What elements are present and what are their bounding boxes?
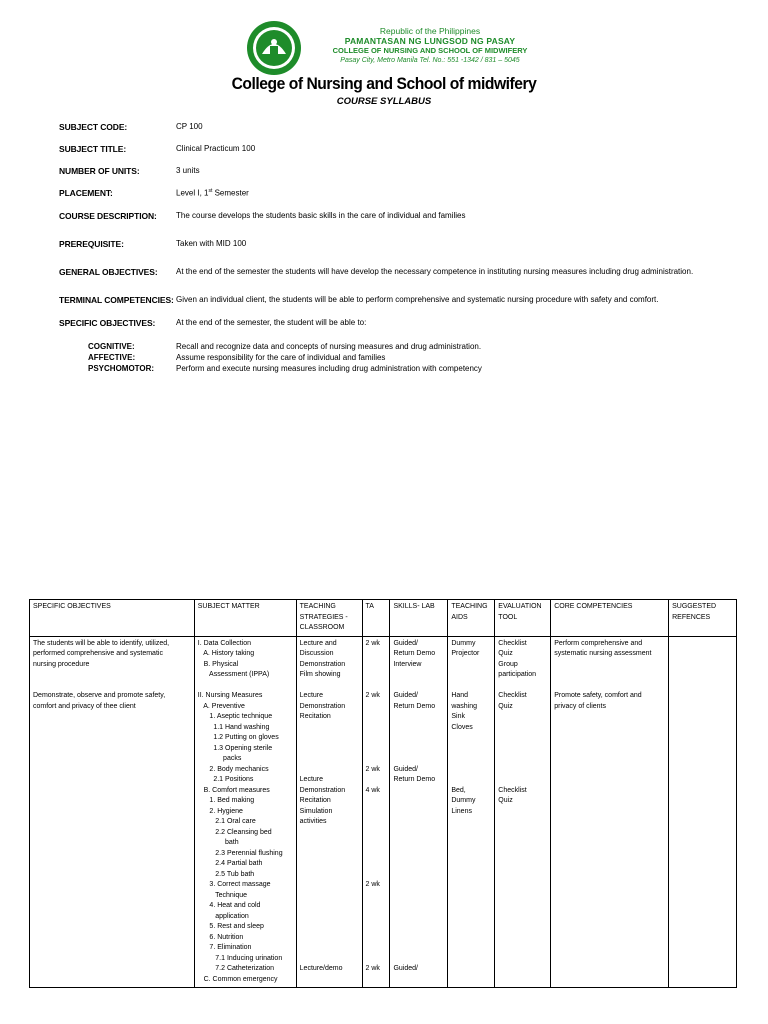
spacer — [33, 681, 191, 692]
spacer — [366, 712, 387, 723]
subject-line: 1.2 Putting on gloves — [197, 734, 279, 741]
spacer — [300, 880, 359, 891]
header-teaching-3: CLASSROOM — [299, 624, 345, 631]
psychomotor-label: PSYCHOMOTOR: — [88, 364, 155, 373]
psychomotor-value: Perform and execute nursing measures including drug administration with competency — [176, 364, 482, 373]
teaching-line: Simulation — [299, 807, 333, 815]
teaching-line: activities — [299, 818, 327, 825]
spacer — [451, 765, 491, 776]
subject-code-row — [59, 122, 203, 132]
spacer — [393, 681, 444, 692]
subject-line: 6. Nutrition — [197, 933, 244, 941]
header-aids-1: TEACHING — [451, 603, 488, 610]
spacer — [393, 807, 444, 818]
evaluation-line: participation — [498, 671, 537, 678]
subject-line: 2. Body mechanics — [197, 765, 269, 773]
aids-line: Projector — [451, 650, 480, 657]
spacer — [393, 943, 444, 954]
teaching-line: Demonstration — [299, 702, 346, 710]
placement-suffix: Semester — [212, 188, 249, 198]
spacer — [393, 891, 444, 902]
teaching-line: Recitation — [299, 713, 331, 720]
spacer — [300, 933, 359, 944]
core-line: systematic nursing assessment — [554, 650, 652, 657]
domain-affective — [88, 352, 482, 363]
ta-line: 2 wk — [365, 639, 380, 647]
domain-psychomotor — [88, 363, 482, 374]
evaluation-line: Quiz — [498, 797, 513, 804]
general-objectives-label: GENERAL OBJECTIVES: — [59, 267, 158, 277]
units-row — [59, 166, 200, 176]
skills-line: Return Demo — [393, 776, 436, 783]
teaching-line: Recitation — [299, 797, 331, 804]
spacer — [393, 901, 444, 912]
subject-line: Technique — [197, 891, 248, 899]
subject-line: 2.1 Oral care — [197, 818, 256, 825]
evaluation-line: Checklist — [498, 639, 527, 647]
header-teaching-2: STRATEGIES - — [299, 613, 348, 621]
subject-line: II. Nursing Measures — [197, 692, 263, 699]
spacer — [366, 838, 387, 849]
teaching-line: Demonstration — [299, 660, 346, 668]
spacer — [366, 859, 387, 870]
university-seal-icon — [246, 20, 302, 76]
subject-line: Assessment (IPPA) — [197, 671, 270, 678]
spacer — [393, 796, 444, 807]
spacer — [451, 754, 491, 765]
prerequisite-row — [59, 239, 246, 249]
objective-line: Demonstrate, observe and promote safety, — [33, 692, 166, 699]
ta-line: 2 wk — [365, 765, 380, 773]
spacer — [366, 733, 387, 744]
spacer — [366, 660, 387, 671]
spacer — [366, 775, 387, 786]
specific-objectives-label: SPECIFIC OBJECTIVES: — [59, 318, 156, 328]
spacer — [498, 712, 547, 723]
subject-line: I. Data Collection — [197, 639, 252, 647]
general-objectives-value: At the end of the semester the students will have develop the necessary competence in instituting nursing measures including drug administration. — [176, 267, 694, 276]
placement-prefix: Level I, 1 — [176, 188, 209, 198]
page-subtitle: COURSE SYLLABUS — [336, 96, 432, 107]
spacer — [393, 859, 444, 870]
terminal-competencies-row — [59, 295, 658, 305]
spacer — [33, 670, 191, 681]
institution-block — [314, 26, 546, 66]
spacer — [366, 754, 387, 765]
table-row — [30, 636, 737, 988]
header-evaluation — [495, 600, 551, 637]
spacer — [300, 723, 359, 734]
subject-line: 2.2 Cleansing bed — [197, 828, 272, 836]
spacer — [366, 901, 387, 912]
spacer — [554, 670, 665, 681]
spacer — [366, 817, 387, 828]
spacer — [393, 817, 444, 828]
letterhead — [240, 20, 540, 78]
header-aids-2: AIDS — [451, 613, 468, 621]
header-teaching-1: TEACHING — [299, 603, 336, 610]
spacer — [366, 922, 387, 933]
spacer — [366, 933, 387, 944]
subject-line: application — [197, 912, 249, 920]
subject-line: 5. Rest and sleep — [197, 923, 264, 930]
spacer — [451, 670, 491, 681]
subject-line: 1.3 Opening sterile — [197, 744, 273, 752]
skills-cell — [390, 636, 448, 988]
spacer — [498, 723, 547, 734]
page-title: College of Nursing and School of midwifery — [231, 74, 537, 93]
subject-line: 2.5 Tub bath — [197, 870, 255, 878]
spacer — [451, 775, 491, 786]
core-line: Promote safety, comfort and — [554, 692, 642, 699]
spacer — [498, 775, 547, 786]
subject-line: 2. Hygiene — [197, 807, 243, 815]
spacer — [300, 754, 359, 765]
prerequisite-label: PREREQUISITE: — [59, 239, 124, 249]
spacer — [300, 901, 359, 912]
spacer — [498, 765, 547, 776]
spacer — [366, 828, 387, 839]
header-references — [669, 600, 737, 637]
skills-line: Guided/ — [393, 692, 418, 699]
teaching-line: Lecture — [299, 692, 324, 699]
spacer — [366, 891, 387, 902]
spacer — [554, 681, 665, 692]
spacer — [451, 733, 491, 744]
syllabus-table — [29, 599, 737, 988]
units-label: NUMBER OF UNITS: — [59, 166, 140, 176]
spacer — [366, 849, 387, 860]
skills-line: Guided/ — [393, 639, 418, 647]
teaching-line: Lecture/demo — [299, 965, 343, 972]
header-eval-1: EVALUATION — [498, 603, 542, 610]
subject-title-value: Clinical Practicum 100 — [176, 144, 256, 153]
header-skills: SKILLS- LAB — [390, 600, 448, 637]
spacer — [366, 954, 387, 965]
spacer — [498, 733, 547, 744]
ta-line: 2 wk — [365, 965, 380, 972]
spacer — [366, 796, 387, 807]
spacer — [300, 681, 359, 692]
subject-line: A. Preventive — [197, 702, 245, 710]
spacer — [300, 828, 359, 839]
subject-line: packs — [197, 755, 242, 762]
spacer — [498, 744, 547, 755]
spacer — [393, 922, 444, 933]
spacer — [300, 733, 359, 744]
aids-line: Bed, — [451, 786, 466, 794]
description-value: The course develops the students basic skills in the care of individual and families — [176, 211, 466, 220]
spacer — [198, 681, 293, 692]
teaching-cell — [296, 636, 362, 988]
skills-line: Return Demo — [393, 702, 436, 710]
aids-line: Linens — [451, 807, 472, 815]
subject-line: C. Common emergency — [197, 975, 278, 983]
spacer — [393, 912, 444, 923]
evaluation-line: Checklist — [498, 786, 527, 794]
header-ref-2: REFENCES — [672, 613, 711, 621]
spacer — [300, 943, 359, 954]
cognitive-label: COGNITIVE: — [88, 342, 135, 351]
subject-line: B. Comfort measures — [197, 786, 270, 794]
skills-line: Guided/ — [393, 965, 418, 972]
aids-cell — [448, 636, 495, 988]
spacer — [300, 912, 359, 923]
teaching-line: Lecture — [299, 776, 324, 783]
evaluation-cell — [495, 636, 551, 988]
specific-objectives-value: At the end of the semester, the student will be able to: — [176, 318, 367, 327]
objective-line: performed comprehensive and systematic — [33, 650, 163, 657]
cognitive-value: Recall and recognize data and concepts of nursing measures and drug administration. — [176, 342, 482, 351]
spacer — [300, 870, 359, 881]
skills-line: Interview — [393, 660, 422, 668]
evaluation-line: Checklist — [498, 692, 527, 699]
core-line: Perform comprehensive and — [554, 639, 643, 647]
ta-line: 4 wk — [365, 786, 380, 794]
terminal-competencies-label: TERMINAL COMPETENCIES: — [59, 295, 174, 305]
subject-line: 4. Heat and cold — [197, 902, 261, 909]
spacer — [300, 954, 359, 965]
spacer — [300, 859, 359, 870]
subject-matter-cell — [194, 636, 296, 988]
header-aids — [448, 600, 495, 637]
teaching-line: Film showing — [299, 671, 341, 678]
header-teaching — [296, 600, 362, 637]
spacer — [393, 712, 444, 723]
spacer — [366, 649, 387, 660]
aids-line: washing — [451, 702, 478, 710]
placement-value — [176, 188, 249, 198]
spacer — [554, 660, 665, 671]
evaluation-line: Quiz — [498, 650, 513, 657]
subject-line: 7.2 Catheterization — [197, 965, 275, 972]
spacer — [300, 744, 359, 755]
spacer — [451, 660, 491, 671]
spacer — [451, 744, 491, 755]
spacer — [393, 954, 444, 965]
spacer — [366, 670, 387, 681]
skills-line: Guided/ — [393, 765, 418, 773]
description-label: COURSE DESCRIPTION: — [59, 211, 157, 221]
teaching-line: Lecture and — [299, 639, 337, 647]
spacer — [300, 922, 359, 933]
units-value: 3 units — [176, 166, 200, 175]
subject-line: 7.1 Inducing urination — [197, 954, 283, 962]
subject-title-row — [59, 144, 255, 154]
university-name: PAMANTASAN NG LUNGSOD NG PASAY — [344, 36, 516, 46]
placement-label: PLACEMENT: — [59, 188, 113, 198]
ta-cell — [362, 636, 390, 988]
spacer — [451, 681, 491, 692]
spacer — [393, 870, 444, 881]
header-ta: TA — [362, 600, 390, 637]
spacer — [393, 754, 444, 765]
spacer — [300, 891, 359, 902]
objective-line: comfort and privacy of thee client — [33, 702, 136, 710]
ta-line: 2 wk — [365, 881, 380, 888]
subject-line: 7. Elimination — [197, 944, 252, 951]
subject-line: 1. Bed making — [197, 797, 255, 804]
description-row — [59, 211, 466, 221]
spacer — [393, 828, 444, 839]
spacer — [366, 943, 387, 954]
spacer — [393, 733, 444, 744]
address-line: Pasay City, Metro Manila Tel. No.: 551 -1342 / 831 – 5045 — [340, 57, 520, 64]
spacer — [366, 681, 387, 692]
core-line: privacy of clients — [554, 702, 606, 710]
core-competencies-cell — [551, 636, 669, 988]
domain-cognitive — [88, 341, 482, 352]
spacer — [393, 723, 444, 734]
aids-line: Hand — [451, 692, 469, 699]
header-eval-2: TOOL — [498, 613, 518, 621]
subject-line: B. Physical — [197, 660, 239, 668]
spacer — [393, 880, 444, 891]
subject-line: 3. Correct massage — [197, 881, 271, 888]
spacer — [366, 723, 387, 734]
prerequisite-value: Taken with MID 100 — [176, 239, 247, 248]
spacer — [300, 849, 359, 860]
aids-line: Dummy — [451, 797, 476, 804]
teaching-line: Demonstration — [299, 786, 346, 794]
header-objectives: SPECIFIC OBJECTIVES — [30, 600, 195, 637]
table-header-row — [30, 600, 737, 637]
subject-line: 1.1 Hand washing — [197, 723, 270, 731]
aids-line: Sink — [451, 713, 465, 720]
subject-line: 2.1 Positions — [197, 776, 254, 783]
spacer — [366, 870, 387, 881]
learning-domains — [88, 341, 482, 374]
college-line: COLLEGE OF NURSING AND SCHOOL OF MIDWIFERY — [332, 46, 528, 55]
spacer — [366, 702, 387, 713]
spacer — [498, 681, 547, 692]
terminal-competencies-value: Given an individual client, the students will be able to perform comprehensive and systematic nursing procedure with safety and comfort. — [176, 295, 659, 304]
evaluation-line: Group — [498, 660, 518, 668]
general-objectives-row — [59, 267, 693, 277]
subject-line: 2.3 Perennial flushing — [197, 849, 283, 857]
spacer — [393, 744, 444, 755]
spacer — [393, 838, 444, 849]
affective-label: AFFECTIVE: — [88, 353, 136, 362]
aids-line: Dummy — [451, 639, 476, 647]
subject-line: bath — [197, 839, 239, 846]
subject-line: 1. Aseptic technique — [197, 713, 273, 720]
spacer — [393, 933, 444, 944]
ta-line: 2 wk — [365, 692, 380, 699]
subject-title-label: SUBJECT TITLE: — [59, 144, 127, 154]
header-subject-matter: SUBJECT MATTER — [194, 600, 296, 637]
references-cell — [669, 636, 737, 988]
spacer — [393, 786, 444, 797]
subject-line: A. History taking — [197, 650, 255, 657]
subject-line: 2.4 Partial bath — [197, 860, 263, 867]
header-ref-1: SUGGESTED — [672, 603, 717, 610]
subject-code-label: SUBJECT CODE: — [59, 122, 128, 132]
aids-line: Cloves — [451, 723, 473, 731]
spacer — [366, 744, 387, 755]
teaching-line: Discussion — [299, 650, 334, 657]
placement-row — [59, 188, 249, 198]
placement-sup: st — [208, 188, 213, 194]
specific-objectives-row — [59, 318, 366, 328]
objectives-cell — [30, 636, 195, 988]
spacer — [498, 754, 547, 765]
objective-line: The students will be able to identify, utilized, — [33, 639, 170, 647]
skills-line: Return Demo — [393, 650, 436, 657]
evaluation-line: Quiz — [498, 702, 513, 710]
spacer — [300, 765, 359, 776]
spacer — [300, 838, 359, 849]
affective-value: Assume responsibility for the care of individual and families — [176, 353, 386, 362]
republic-line: Republic of the Philippines — [379, 26, 481, 36]
spacer — [393, 849, 444, 860]
objective-line: nursing procedure — [33, 660, 90, 668]
subject-code-value: CP 100 — [176, 122, 203, 131]
spacer — [366, 912, 387, 923]
spacer — [366, 807, 387, 818]
spacer — [393, 670, 444, 681]
header-core: CORE COMPETENCIES — [551, 600, 669, 637]
